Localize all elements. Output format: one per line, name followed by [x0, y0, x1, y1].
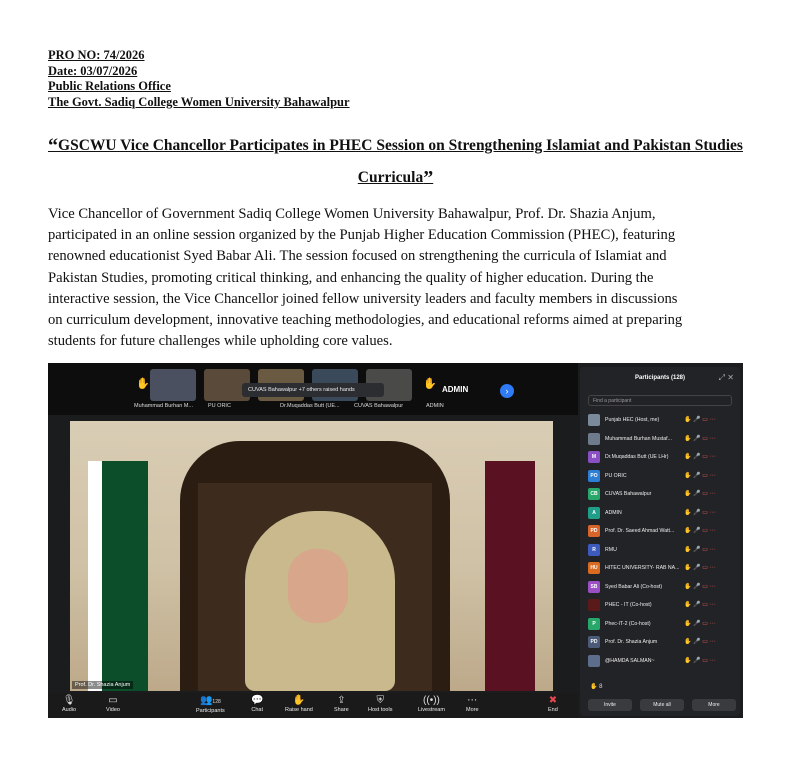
body-line: on curriculum development, innovative teaching methodologies, and educational reforms aimed at preparing: [48, 312, 683, 329]
next-page-button[interactable]: ›: [500, 384, 514, 398]
participant-avatar: HU: [588, 562, 600, 574]
participant-thumbnail[interactable]: [150, 369, 196, 401]
participants-button[interactable]: 👥128 Participants: [196, 695, 225, 714]
host-tools-button[interactable]: ⛨ Host tools: [368, 695, 393, 713]
participant-name: Muhammad Burhan Mustaf...: [605, 435, 672, 442]
body-line: participated in an online session organized by the Punjab Higher Education Commission (PHEC), featuring: [48, 227, 676, 244]
participant-row[interactable]: [588, 450, 736, 464]
participant-row[interactable]: [588, 413, 736, 427]
thumbnail-label: PU ORIC: [208, 403, 231, 409]
participant-status-icons[interactable]: ✋ 🎤 ▭ ⋯: [684, 472, 716, 479]
participant-row[interactable]: [588, 469, 736, 483]
close-quote: ”: [423, 167, 434, 189]
participant-avatar: M: [588, 451, 600, 463]
raised-hand-icon: ✋: [423, 378, 437, 390]
participants-panel: [580, 367, 740, 716]
participant-name: CUVAS Bahawalpur: [605, 491, 652, 497]
participant-name: Punjab HEC (Host, me): [605, 417, 660, 423]
microphone-icon: 🎙: [62, 695, 76, 706]
thumbnail-label: ADMIN: [426, 403, 444, 409]
participant-name: Syed Babar Ali (Co-host): [605, 583, 663, 590]
participant-row[interactable]: [588, 524, 736, 538]
invite-button[interactable]: Invite: [588, 699, 632, 711]
participant-name: PU ORIC: [605, 472, 627, 479]
body-line: Pakistan Studies, promoting critical thinking, and enhancing the quality of higher education. During the: [48, 269, 654, 286]
end-button[interactable]: ✖ End: [548, 695, 558, 713]
participant-name: HITEC UNIVERSITY- RAB NA...: [605, 565, 680, 571]
participant-search-input[interactable]: Find a participant: [588, 395, 732, 406]
participant-status-icons[interactable]: ✋ 🎤 ▭ ⋯: [684, 620, 716, 627]
chat-button[interactable]: 💬 Chat: [251, 695, 264, 713]
meeting-toolbar: [48, 693, 578, 718]
participant-avatar: [588, 599, 600, 611]
participant-row[interactable]: [588, 598, 736, 612]
raised-hand-count: ✋ 8: [590, 684, 603, 690]
participant-row[interactable]: [588, 543, 736, 557]
participant-name: Prof. Dr. Saeed Ahmad Watt...: [605, 528, 675, 534]
body-line: renowned educationist Syed Babar Ali. The session focused on strengthening the curricula of Islamiat and: [48, 248, 667, 265]
shield-icon: ⛨: [376, 695, 384, 706]
panel-buttons: [588, 699, 736, 711]
participant-name: ADMIN: [605, 509, 622, 516]
body-line: Vice Chancellor of Government Sadiq College Women University Bahawalpur, Prof. Dr. Shazia Anjum,: [48, 206, 656, 222]
participant-row[interactable]: [588, 432, 736, 446]
pro-number: PRO NO: 74/2026: [48, 48, 145, 62]
participant-name: @HAMDA SALMAN~: [605, 657, 655, 664]
participant-status-icons[interactable]: ✋ 🎤 ▭ ⋯: [684, 639, 716, 645]
raise-hand-button[interactable]: ✋ Raise hand: [285, 695, 313, 713]
office-name: Public Relations Office: [48, 79, 171, 93]
participant-row[interactable]: [588, 654, 736, 668]
panel-more-button[interactable]: More: [692, 699, 736, 711]
chat-icon: 💬: [251, 695, 264, 706]
participant-status-icons[interactable]: ✋ 🎤 ▭ ⋯: [684, 435, 716, 442]
hand-icon: ✋: [292, 695, 306, 706]
open-quote: “: [48, 135, 59, 157]
admin-label: ADMIN: [442, 385, 469, 394]
thumbnail-label: Muhammad Burhan M...: [134, 403, 193, 409]
participant-name: PHEC - IT (Co-host): [605, 602, 652, 608]
participant-name: Dr.Muqaddas Butt (UE LHr): [605, 454, 669, 460]
headline: [48, 130, 743, 194]
meeting-screenshot: [48, 363, 743, 718]
close-icon[interactable]: ⤢ ✕: [718, 373, 734, 382]
participant-avatar: A: [588, 507, 600, 519]
video-button[interactable]: ▭ Video: [106, 695, 120, 713]
participant-avatar: [588, 433, 600, 445]
participant-name: Phec-IT-2 (Co-host): [605, 620, 651, 627]
thumbnail-strip: [48, 363, 578, 415]
release-date: Date: 03/07/2026: [48, 63, 138, 78]
more-icon: ⋯: [467, 695, 478, 706]
university-name: The Govt. Sadiq College Women University Bahawalpur: [48, 94, 350, 109]
participant-status-icons[interactable]: ✋ 🎤 ▭ ⋯: [684, 417, 716, 423]
pakistan-flag-green: [102, 461, 148, 691]
body-paragraph: [48, 204, 743, 352]
participant-row[interactable]: [588, 580, 736, 594]
participant-avatar: [588, 414, 600, 426]
camera-icon: ▭: [108, 695, 118, 706]
active-speaker-video: [70, 421, 553, 691]
audio-button[interactable]: 🎙 Audio: [62, 695, 77, 713]
participant-avatar: SB: [588, 581, 600, 593]
share-icon: ⇪: [337, 695, 346, 706]
share-button[interactable]: ⇪ Share: [334, 695, 349, 713]
participant-name: RMU: [605, 546, 617, 553]
participant-avatar: P: [588, 618, 600, 630]
panel-title: Participants (128): [634, 375, 686, 381]
livestream-button[interactable]: ((•)) Livestream: [418, 695, 445, 713]
headline-line-2: Curricula: [357, 169, 424, 186]
participant-avatar: R: [588, 544, 600, 556]
participant-avatar: PO: [588, 470, 600, 482]
participant-status-icons[interactable]: ✋ 🎤 ▭ ⋯: [684, 491, 716, 497]
participants-icon: 👥128: [199, 695, 221, 706]
speaker-face: [288, 549, 348, 623]
participant-avatar: PD: [588, 636, 600, 648]
thumbnail-label: CUVAS Bahawalpur: [354, 403, 404, 409]
end-call-icon: ✖: [548, 695, 558, 706]
body-line: interactive session, the Vice Chancellor joined fellow university leaders and faculty members in discussions: [48, 290, 678, 307]
press-header: [48, 48, 350, 110]
university-flag-image: [485, 461, 535, 691]
body-line: students for future challenges while upholding core values.: [48, 333, 393, 350]
livestream-icon: ((•)): [423, 695, 440, 706]
participant-avatar: PD: [588, 525, 600, 537]
participant-name: Prof. Dr. Shazia Anjum: [605, 639, 658, 645]
more-button[interactable]: ⋯ More: [466, 695, 479, 713]
mute-all-button[interactable]: Mute all: [640, 699, 684, 711]
participant-avatar: [588, 655, 600, 667]
participant-status-icons[interactable]: ✋ 🎤 ▭ ⋯: [684, 583, 716, 590]
participant-row[interactable]: [588, 561, 736, 575]
participant-row[interactable]: [588, 506, 736, 520]
participant-row[interactable]: [588, 487, 736, 501]
participant-status-icons[interactable]: ✋ 🎤 ▭ ⋯: [684, 528, 716, 534]
participant-status-icons[interactable]: ✋ 🎤 ▭ ⋯: [684, 602, 716, 608]
raised-hands-banner[interactable]: CUVAS Bahawalpur +7 others raised hands: [242, 383, 384, 397]
participant-status-icons[interactable]: ✋ 🎤 ▭ ⋯: [684, 546, 716, 553]
participant-avatar: CB: [588, 488, 600, 500]
participant-status-icons[interactable]: ✋ 🎤 ▭ ⋯: [684, 454, 716, 460]
participant-status-icons[interactable]: ✋ 🎤 ▭ ⋯: [684, 509, 716, 516]
speaker-name-label: Prof. Dr. Shazia Anjum: [72, 681, 133, 689]
headline-line-1: GSCWU Vice Chancellor Participates in PHEC Session on Strengthening Islamiat and Pakistan Studies: [58, 137, 743, 154]
participant-row[interactable]: [588, 635, 736, 649]
participant-status-icons[interactable]: ✋ 🎤 ▭ ⋯: [684, 565, 716, 571]
participant-status-icons[interactable]: ✋ 🎤 ▭ ⋯: [684, 657, 716, 664]
thumbnail-label: Dr.Muqaddas Butt (UE...: [280, 403, 340, 409]
participant-row[interactable]: [588, 617, 736, 631]
raised-hand-icon: ✋: [136, 378, 150, 390]
